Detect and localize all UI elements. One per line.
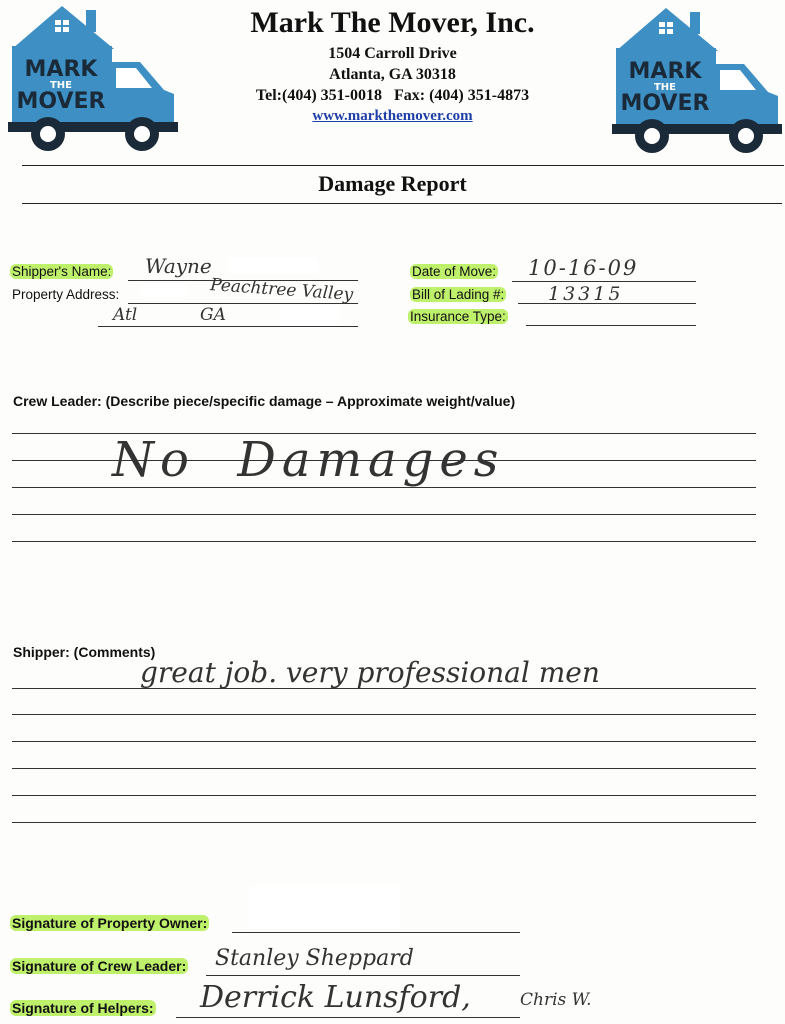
helpers-signature-value[interactable]: Derrick Lunsford, (200, 980, 471, 1015)
comments-line (12, 822, 756, 823)
company-phones: Tel:(404) 351-0018 Fax: (404) 351-4873 (255, 87, 530, 104)
address-line2-city[interactable]: Atl (113, 305, 138, 325)
crew-leader-signature-value[interactable]: Stanley Sheppard (215, 946, 414, 971)
crew-leader-heading: Crew Leader: (Describe piece/specific damage – Approximate weight/value) (13, 393, 516, 409)
date-of-move-label: Date of Move: (412, 264, 497, 279)
comments-line (12, 741, 756, 742)
crew-leader-signature-underline (206, 975, 520, 976)
date-of-move-underline (512, 281, 696, 282)
crew-notes-line (12, 541, 756, 542)
redaction-patch (228, 258, 318, 274)
logo-text-mark: MARK (628, 59, 702, 84)
helpers-signature-underline (176, 1017, 520, 1018)
crew-leader-signature-label: Signature of Crew Leader: (12, 958, 187, 974)
property-address-underline (128, 303, 358, 304)
property-owner-signature-underline (232, 932, 520, 933)
address-line2-state[interactable]: GA (200, 305, 226, 325)
address-line2-underline (98, 326, 358, 327)
comments-line (12, 795, 756, 796)
shipper-name-label: Shipper's Name: (12, 264, 112, 279)
crew-leader-notes-value[interactable]: No Damages (112, 432, 505, 488)
shipper-name-value[interactable]: Wayne (145, 254, 212, 278)
redaction-patch (140, 283, 188, 297)
bill-of-lading-value[interactable]: 13315 (548, 283, 624, 305)
header-divider-top (22, 165, 784, 166)
insurance-type-label: Insurance Type: (410, 309, 506, 324)
logo-text-the: THE (49, 80, 73, 91)
comments-line (12, 768, 756, 769)
logo-text-mover: MOVER (620, 91, 710, 116)
redaction-patch (250, 885, 400, 929)
insurance-type-underline (526, 325, 696, 326)
helpers-signature-label: Signature of Helpers: (12, 1000, 154, 1016)
date-of-move-value[interactable]: 10-16-09 (528, 256, 639, 280)
crew-notes-line (12, 514, 756, 515)
property-address-value[interactable]: Peachtree Valley (209, 275, 354, 305)
logo-text-mark: MARK (24, 57, 98, 82)
shipper-comments-heading: Shipper: (Comments) (13, 644, 156, 660)
company-address-line1: 1504 Carroll Drive (328, 45, 457, 62)
bill-of-lading-label: Bill of Lading #: (412, 287, 505, 302)
helpers-signature-value-2[interactable]: Chris W. (520, 990, 592, 1010)
property-address-label: Property Address: (12, 287, 120, 302)
redaction-patch (280, 306, 340, 326)
property-owner-signature-label: Signature of Property Owner: (12, 915, 208, 931)
company-website-link[interactable]: www.markthemover.com (312, 108, 473, 124)
logo-text-the: THE (653, 82, 677, 93)
company-name: Mark The Mover, Inc. (250, 6, 535, 39)
company-address-line2: Atlanta, GA 30318 (329, 66, 456, 83)
header-divider-bottom (22, 203, 782, 204)
shipper-comments-value[interactable]: great job. very professional men (140, 656, 600, 689)
comments-line (12, 714, 756, 715)
form-title: Damage Report (318, 171, 467, 196)
logo-text-mover: MOVER (16, 89, 106, 114)
